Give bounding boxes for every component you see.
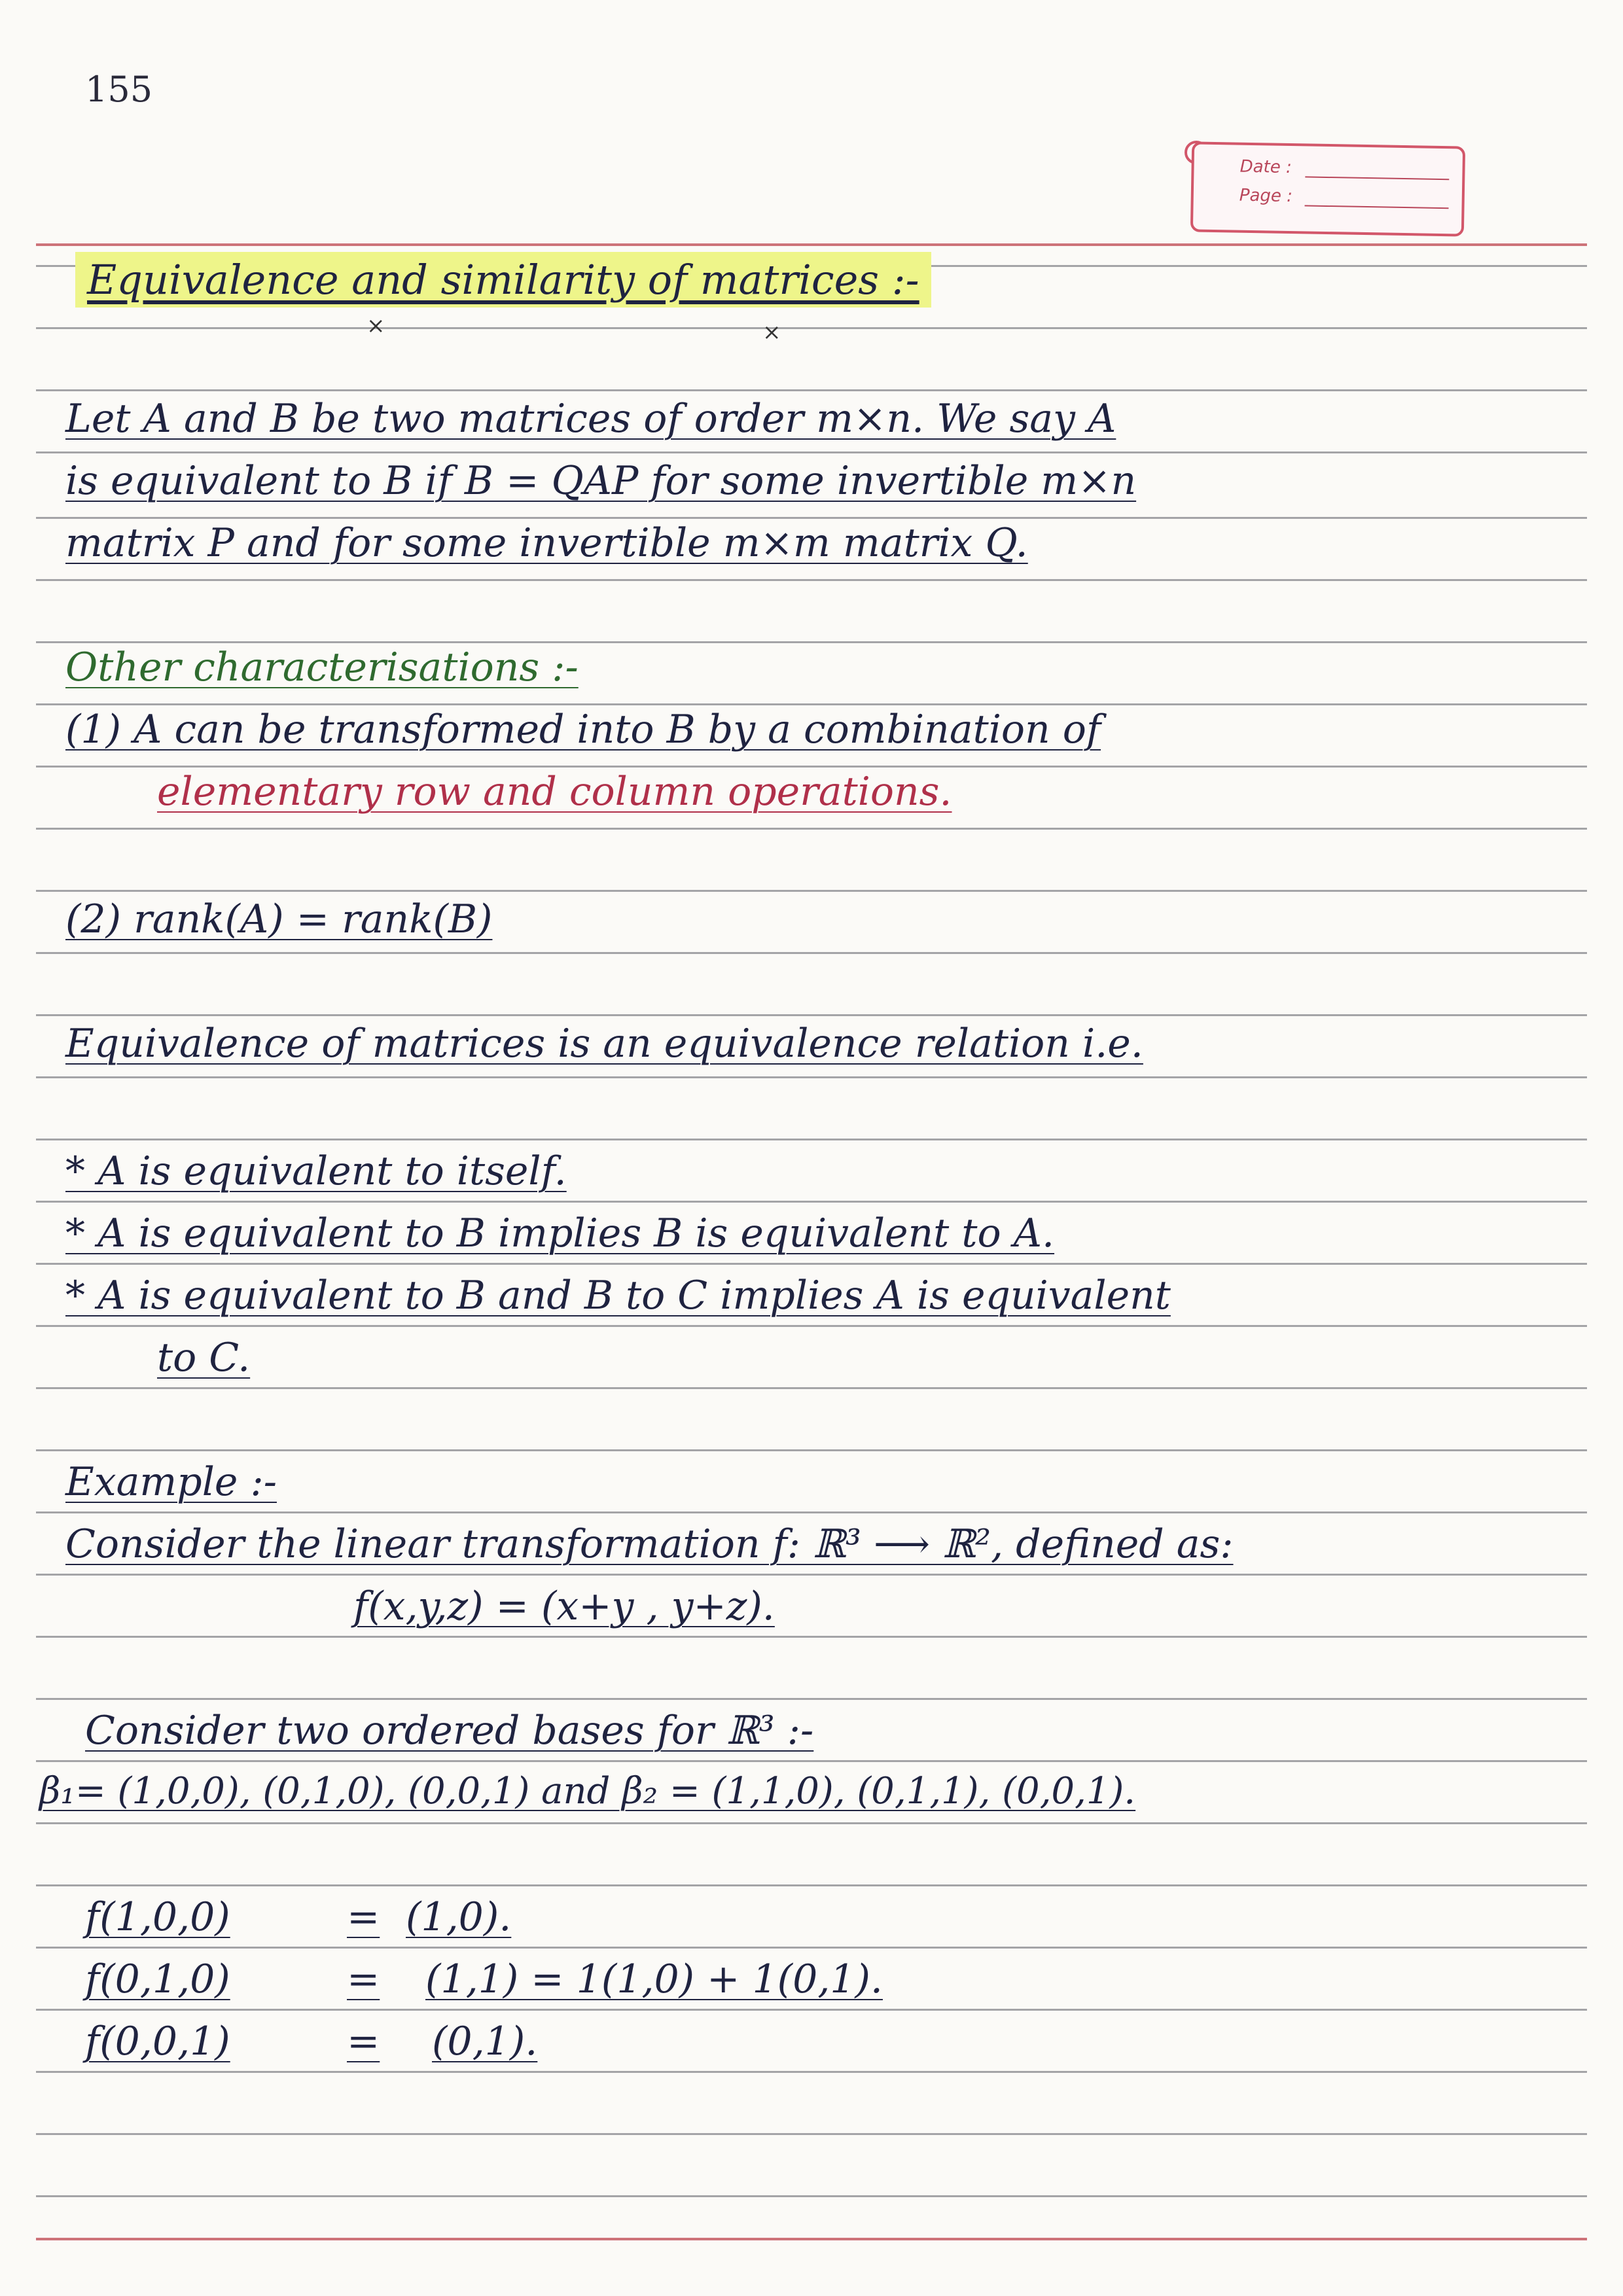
rule (36, 1449, 1587, 1451)
computation-eq-3: = (347, 2019, 380, 2064)
rule (36, 1387, 1587, 1389)
rule (36, 1076, 1587, 1078)
rule (36, 828, 1587, 830)
page-number: 155 (85, 69, 153, 110)
rule (36, 641, 1587, 643)
margin-line-bottom (36, 2238, 1587, 2240)
rule (36, 579, 1587, 581)
rule (36, 327, 1587, 329)
computation-lhs-2: f(0,1,0) (85, 1956, 230, 2002)
computation-lhs-1: f(1,0,0) (85, 1894, 230, 1940)
date-page-box (1190, 141, 1465, 236)
example-line: Consider the linear transformation f: ℝ³ ⟶ ℝ², defined as: (65, 1521, 1234, 1567)
rule (36, 1760, 1587, 1762)
definition-line-3: matrix P and for some invertible m×m matrix Q. (65, 520, 1028, 566)
rule (36, 1574, 1587, 1576)
rule (36, 1822, 1587, 1824)
definition-line-2: is equivalent to B if B = QAP for some invertible m×n (65, 458, 1137, 504)
rule (36, 1325, 1587, 1327)
bullet-1: * A is equivalent to itself. (65, 1148, 567, 1194)
example-heading: Example :- (65, 1459, 277, 1505)
date-label: Date : (1240, 156, 1293, 178)
cross-mark-icon: × (762, 319, 781, 345)
rule (36, 2071, 1587, 2073)
equivalence-relation-line: Equivalence of matrices is an equivalence relation i.e. (65, 1021, 1143, 1067)
char1-line-2: elementary row and column operations. (157, 769, 952, 815)
bullet-3-continued: to C. (157, 1335, 251, 1381)
rule (36, 1263, 1587, 1265)
char2-line: (2) rank(A) = rank(B) (65, 896, 493, 942)
rule (36, 2195, 1587, 2197)
rule (36, 1201, 1587, 1203)
bases-heading: Consider two ordered bases for ℝ³ :- (85, 1708, 814, 1754)
rule (36, 890, 1587, 892)
rule (36, 1139, 1587, 1140)
rule (36, 703, 1587, 705)
cross-mark-icon: × (366, 313, 385, 339)
rule (36, 1636, 1587, 1638)
computation-lhs-3: f(0,0,1) (85, 2019, 230, 2064)
rule (36, 1947, 1587, 1949)
char1-line-1: (1) A can be transformed into B by a combination of (65, 707, 1101, 752)
computation-eq-1: = (347, 1894, 380, 1940)
rule (36, 2009, 1587, 2011)
rule (36, 389, 1587, 391)
rule (36, 2133, 1587, 2135)
rule (36, 952, 1587, 954)
margin-line-top (36, 243, 1587, 246)
date-underline (1305, 176, 1449, 180)
rule (36, 1014, 1587, 1016)
definition-line-1: Let A and B be two matrices of order m×n. We say A (65, 396, 1116, 442)
rule (36, 517, 1587, 519)
rule (36, 1511, 1587, 1513)
computation-rhs-1: (1,0). (406, 1894, 512, 1940)
page-label: Page : (1239, 185, 1293, 207)
rule (36, 451, 1587, 453)
example-formula: f(x,y,z) = (x+y , y+z). (353, 1583, 775, 1629)
bases-line: β₁= (1,0,0), (0,1,0), (0,0,1) and β₂ = (1,1,0), (0,1,1), (0,0,1). (39, 1770, 1136, 1812)
rule (36, 1884, 1587, 1886)
page-underline (1305, 205, 1449, 209)
section-heading-other: Other characterisations :- (65, 645, 579, 690)
computation-rhs-2: (1,1) = 1(1,0) + 1(0,1). (425, 1956, 883, 2002)
bullet-2: * A is equivalent to B implies B is equivalent to A. (65, 1210, 1055, 1256)
computation-eq-2: = (347, 1956, 380, 2002)
rule (36, 766, 1587, 768)
rule (36, 1698, 1587, 1700)
bullet-3: * A is equivalent to B and B to C implies A is equivalent (65, 1273, 1171, 1318)
page-title: Equivalence and similarity of matrices :- (75, 252, 931, 308)
computation-rhs-3: (0,1). (432, 2019, 538, 2064)
